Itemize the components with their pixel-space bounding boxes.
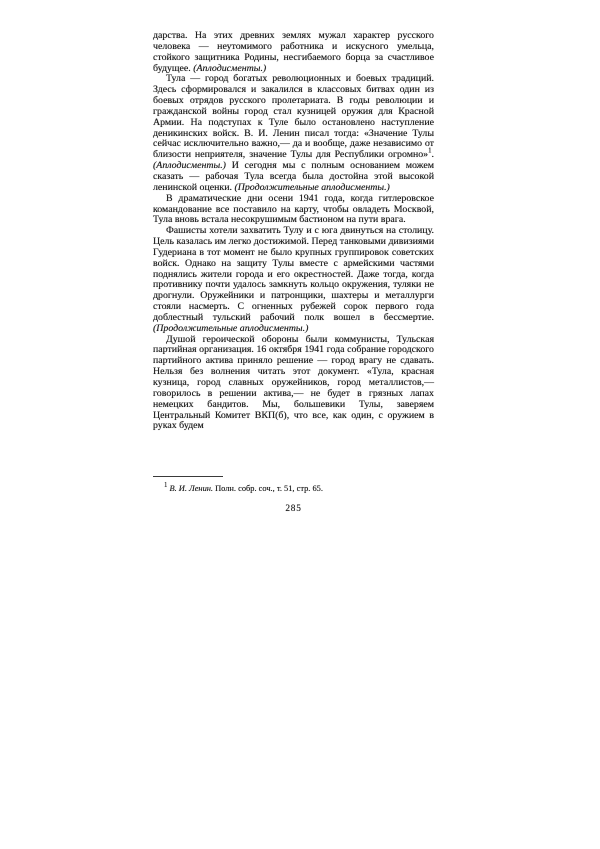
text-segment: В драматические дни осени 1941 года, когда гитлеровское командование все поставило на карту, чтобы овладеть Москвой, Тула вновь встала несокрушимым бастионом на пути врага. bbox=[153, 192, 434, 226]
text-segment: В. И. Ленин. bbox=[167, 484, 214, 493]
paragraph bbox=[153, 74, 434, 193]
page-number: 285 bbox=[285, 504, 302, 514]
paragraph bbox=[153, 335, 434, 433]
text-segment: Душой героической обороны были коммунисты, Тульская партийная организация. 16 октября 1941 года собрание городского партийного актива приняло решение — город врагу не сдавать. Нельзя без волнения читать этот документ. «Тула, красная кузница, город славных оружейников, город металлистов,— говорилось в решении актива,— не будет в грязных лапах немецких бандитов. Мы, большевики Тулы, заверяем Центральный Комитет ВКП(б), что все, как один, с оружием в руках будем bbox=[153, 333, 434, 432]
text-segment: дарства. На этих древних землях мужал характер русского человека — неутомимого работника и искусного умельца, стойкого защитника Родины, несгибаемого борца за счастливое будущее. bbox=[153, 30, 434, 74]
text-segment: Фашисты хотели захватить Тулу и с юга двинуться на столицу. Цель казалась им легко достижимой. Перед танковыми дивизиями Гудериана в тот момент не было крупных группировок советских войск. Однако на защиту Тулы вместе с армейскими частями поднялись жители города и его окрестностей. Даже тогда, когда противнику почти удалось замкнуть кольцо окружения, туляки не дрогнули. Оружейники и патронщики, шахтеры и металлурги стояли насмерть. С огненных рубежей сорок первого года доблестный тульский рабочий полк вошел в бессмертие. bbox=[153, 225, 434, 323]
text-segment: Тула — город богатых революционных и боевых традиций. Здесь сформировался и закалился в классовых битвах один из боевых отрядов русского пролетариата. В годы революции и гражданской войны город стал кузницей оружия для Красной Армии. На подступах к Туле было остановлено наступление деникинских войск. В. И. Ленин писал тогда: «Значение Тулы сейчас исключительно важно,— да и вообще, даже независимо от близости неприятеля, значение Тулы для Республики огромно» bbox=[153, 73, 434, 161]
paragraph bbox=[153, 226, 434, 334]
footnote-marker: 1 bbox=[428, 147, 432, 155]
text-segment: И сегодня мы с полным основанием можем сказать — рабочая Тула всегда была достойна этой высокой ленинской оценки. bbox=[153, 160, 434, 193]
text-segment: . bbox=[431, 149, 434, 161]
text-segment: Полн. собр. соч., т. 51, стр. 65. bbox=[213, 484, 323, 493]
text-segment: (Продолжительные аплодисменты.) bbox=[153, 322, 309, 334]
page-text-block bbox=[153, 31, 434, 432]
text-segment: (Продолжительные аплодисменты.) bbox=[234, 181, 390, 193]
footnote-text bbox=[153, 484, 434, 494]
text-segment: (Аплодисменты.) bbox=[153, 160, 226, 172]
footnote-separator-rule bbox=[153, 476, 223, 477]
paragraph bbox=[153, 194, 434, 227]
paragraph bbox=[153, 31, 434, 74]
text-segment: (Аплодисменты.) bbox=[193, 62, 267, 74]
footnote-marker: 1 bbox=[164, 482, 168, 490]
